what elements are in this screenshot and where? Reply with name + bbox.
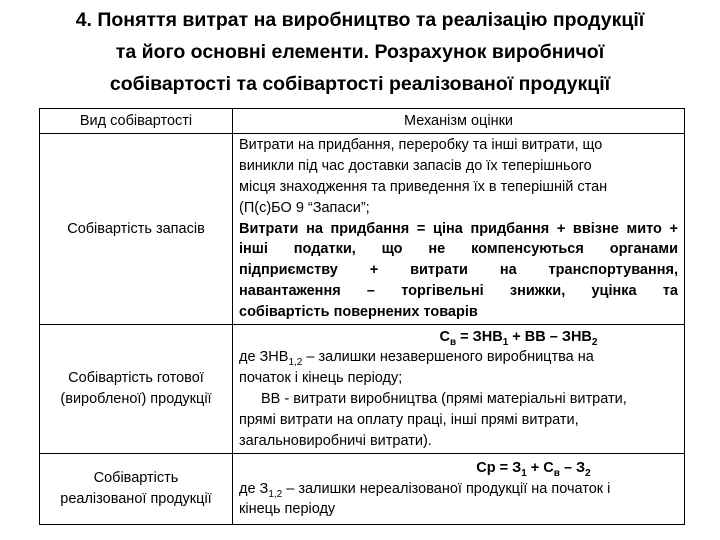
row-1-formula-line: підприємству + витрати на транспортування, (239, 262, 678, 279)
row-1-line: (П(с)БО 9 “Запаси”; (239, 199, 370, 216)
cost-table (39, 108, 685, 525)
row-2-formula: $С_в = ЗНВ_1$ + ВВ – $ЗНВ_2$ (439, 328, 598, 348)
row-1-type: Собівартість запасів (40, 134, 233, 325)
row-2-type (40, 325, 233, 454)
row-2-definition: загальновиробничі витрати). (239, 432, 432, 449)
row-3-type-line: реалізованої продукції (60, 491, 212, 507)
page-title (0, 4, 720, 100)
row-1-formula-line: Витрати на придбання = ціна придбання + ввізне мито + (239, 220, 678, 237)
row-1-formula-line: інші податки, що не компенсуються органами (239, 241, 678, 258)
table-header-row (40, 109, 685, 134)
row-2-definition: де $ЗНВ_{1,2}$ – залишки незавершеного виробництва на (239, 349, 594, 369)
title-line-2: та його основні елементи. Розрахунок виробничої (115, 41, 605, 63)
title-line-1: 4. Поняття витрат на виробництво та реалізацію продукції (75, 9, 645, 31)
row-3-definition: де $З_{1,2}$ – залишки нереалізованої продукції на початок і (239, 480, 611, 500)
row-3-mechanism (233, 454, 685, 525)
row-1-line: місця знаходження та приведення їх в теперішній стан (239, 179, 608, 195)
row-1-line: виникли під час доставки запасів до їх теперішнього (239, 158, 592, 175)
row-2-type-line: (виробленої) продукції (60, 391, 212, 407)
row-1-mechanism (233, 134, 685, 325)
row-1-formula-line: навантаження – торгівельні знижки, уцінка та (239, 282, 678, 299)
row-3-definition: кінець періоду (239, 501, 336, 518)
table-row (40, 134, 685, 325)
row-2-definition: прямі витрати на оплату праці, інші прямі витрати, (239, 411, 579, 428)
row-1-formula-last: собівартість повернених товарів (239, 303, 478, 320)
row-2-definition: ВВ - витрати виробництва (прямі матеріальні витрати, (261, 391, 627, 407)
table-row (40, 454, 685, 525)
row-1-line: Витрати на придбання, переробку та інші витрати, що (239, 137, 603, 154)
row-2-mechanism (233, 325, 685, 454)
table-row (40, 325, 685, 454)
row-2-type-line: Собівартість готової (68, 370, 204, 387)
row-3-type (40, 454, 233, 525)
title-line-3: собівартості та собівартості реалізованої продукції (109, 73, 611, 95)
header-cost-type: Вид собівартості (40, 109, 233, 134)
header-evaluation-mechanism: Механізм оцінки (233, 109, 685, 134)
row-3-type-line: Собівартість (93, 470, 179, 487)
row-2-definition: початок і кінець періоду; (239, 370, 403, 387)
row-3-formula: Ср = $З_1 + С_в - З_2$ (476, 459, 591, 479)
